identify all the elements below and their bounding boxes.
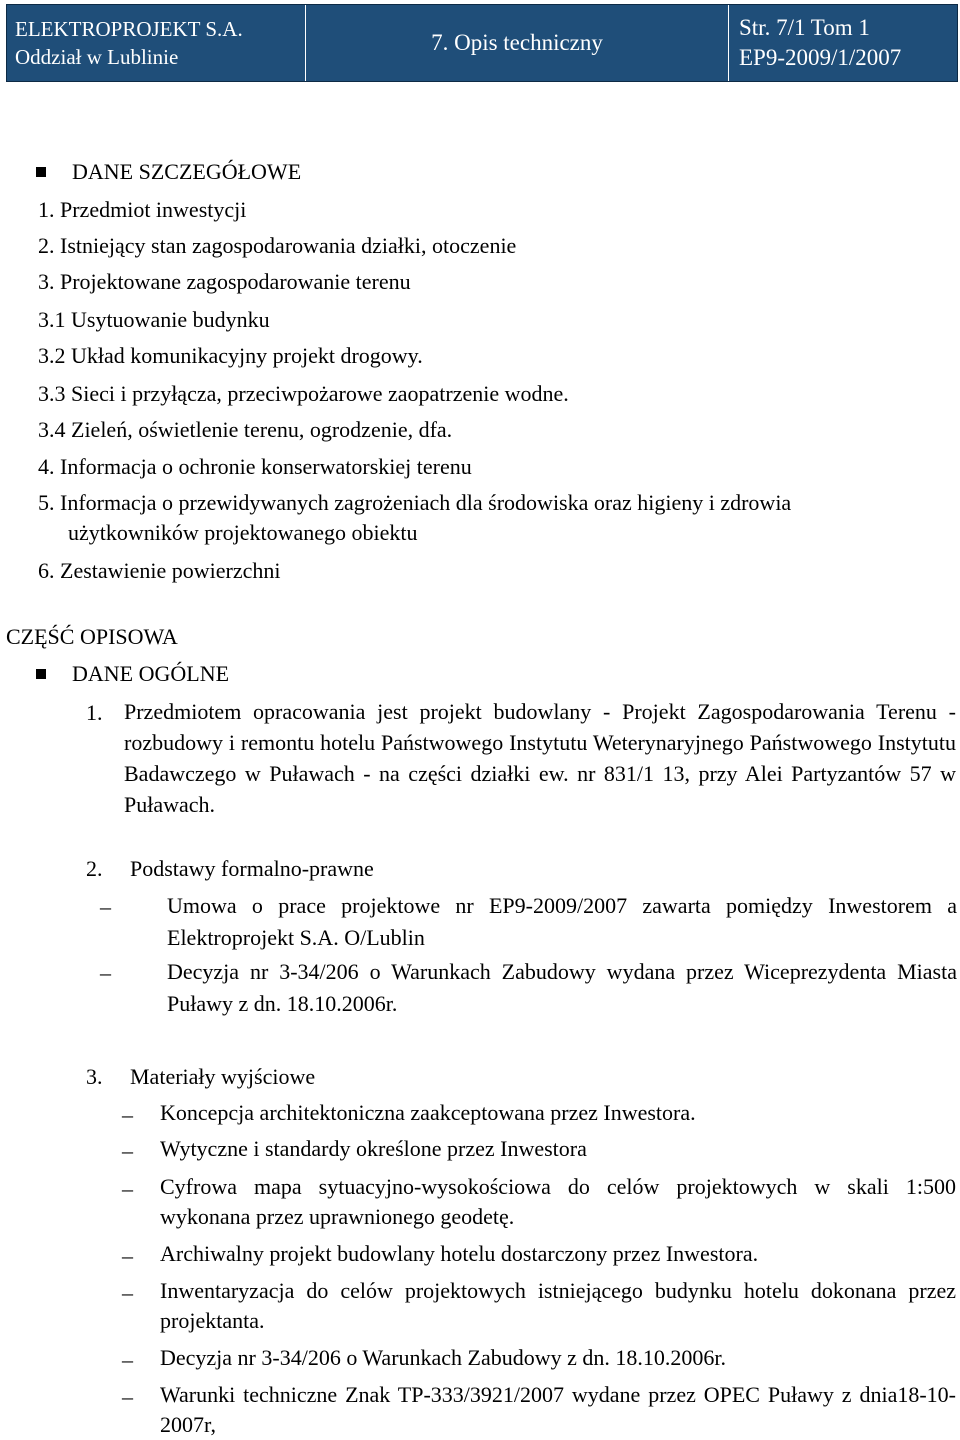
section-3-item: Decyzja nr 3-34/206 o Warunkach Zabudowy z dn. 18.10.2006r. <box>160 1345 727 1370</box>
section-3-item: Inwentaryzacja do celów projektowych istniejącego budynku hotelu dokonana przez projektanta. <box>160 1278 956 1333</box>
toc-item: 3.3 Sieci i przyłącza, przeciwpożarowe zaopatrzenie wodne. <box>38 381 569 406</box>
toc-item: 3.1 Usytuowanie budynku <box>38 307 270 332</box>
dash-bullet: – <box>122 1176 133 1201</box>
company-name: ELEKTROPROJEKT S.A. <box>15 17 243 41</box>
header-company-cell <box>7 5 306 81</box>
section-3-title: Materiały wyjściowe <box>130 1064 316 1089</box>
toc-item-continued: użytkowników projektowanego obiektu <box>68 520 418 545</box>
section-2-title: Podstawy formalno-prawne <box>130 856 374 881</box>
part-subtitle: DANE OGÓLNE <box>36 657 229 691</box>
dash-bullet: – <box>100 960 111 985</box>
dash-bullet: – <box>122 1138 133 1163</box>
section-3-item: Cyfrowa mapa sytuacyjno-wysokościowa do celów projektowych w skali 1:500 wykonana przez uprawnionego geodetę. <box>160 1174 956 1229</box>
dash-bullet: – <box>122 1243 133 1268</box>
section-3-item: Wytyczne i standardy określone przez Inwestora <box>160 1136 587 1161</box>
document-number: EP9-2009/1/2007 <box>739 45 902 70</box>
section-title: 7. Opis techniczny <box>431 30 603 55</box>
dash-bullet: – <box>122 1280 133 1305</box>
part-title: CZĘŚĆ OPISOWA <box>6 624 178 649</box>
toc-item: 3. Projektowane zagospodarowanie terenu <box>38 269 411 294</box>
dash-bullet: – <box>122 1102 133 1127</box>
toc-item: 4. Informacja o ochronie konserwatorskiej terenu <box>38 454 472 479</box>
dash-bullet: – <box>122 1384 133 1409</box>
section-3-item: Warunki techniczne Znak TP-333/3921/2007 wydane przez OPEC Puławy z dnia18-10-2007r, <box>160 1382 956 1437</box>
toc-item: 2. Istniejący stan zagospodarowania działki, otoczenie <box>38 233 517 258</box>
toc-title: DANE SZCZEGÓŁOWE <box>36 155 301 189</box>
toc-item: 3.4 Zieleń, oświetlenie terenu, ogrodzenie, dfa. <box>38 417 453 442</box>
header-section-cell <box>306 5 729 81</box>
header-page-cell <box>729 5 957 81</box>
section-2-number: 2. <box>86 856 103 881</box>
toc-item: 1. Przedmiot inwestycji <box>38 197 247 222</box>
square-bullet-icon <box>36 669 46 679</box>
section-3-number: 3. <box>86 1064 103 1089</box>
square-bullet-icon <box>36 167 46 177</box>
section-3-item: Koncepcja architektoniczna zaakceptowana przez Inwestora. <box>160 1100 696 1125</box>
dash-bullet: – <box>100 894 111 919</box>
toc-item: 5. Informacja o przewidywanych zagrożeniach dla środowiska oraz higieny i zdrowia <box>38 490 792 515</box>
section-2-item: Decyzja nr 3-34/206 o Warunkach Zabudowy wydana przez Wiceprezydenta Miasta Puławy z dn. 18.10.2006r. <box>167 959 957 1016</box>
toc-item: 3.2 Układ komunikacyjny projekt drogowy. <box>38 343 423 368</box>
toc-item: 6. Zestawienie powierzchni <box>38 558 281 583</box>
document-header <box>6 4 958 82</box>
section-2-item: Umowa o prace projektowe nr EP9-2009/2007 zawarta pomiędzy Inwestorem a Elektroprojekt S.A. O/Lublin <box>167 893 957 950</box>
page-number: Str. 7/1 Tom 1 <box>739 15 870 40</box>
section-1-text: Przedmiotem opracowania jest projekt budowlany - Projekt Zagospodarowania Terenu - rozbudowy i remontu hotelu Państwowego Instytutu Weterynaryjnego Państwowego Instytutu Badawczego w Puławach - na części działki ew. nr 831/1 13, przy Alei Partyzantów 57 w Puławach. <box>124 699 956 817</box>
section-1-number: 1. <box>86 700 103 725</box>
dash-bullet: – <box>122 1347 133 1372</box>
branch-name: Oddział w Lublinie <box>15 45 179 69</box>
section-3-item: Archiwalny projekt budowlany hotelu dostarczony przez Inwestora. <box>160 1241 759 1266</box>
